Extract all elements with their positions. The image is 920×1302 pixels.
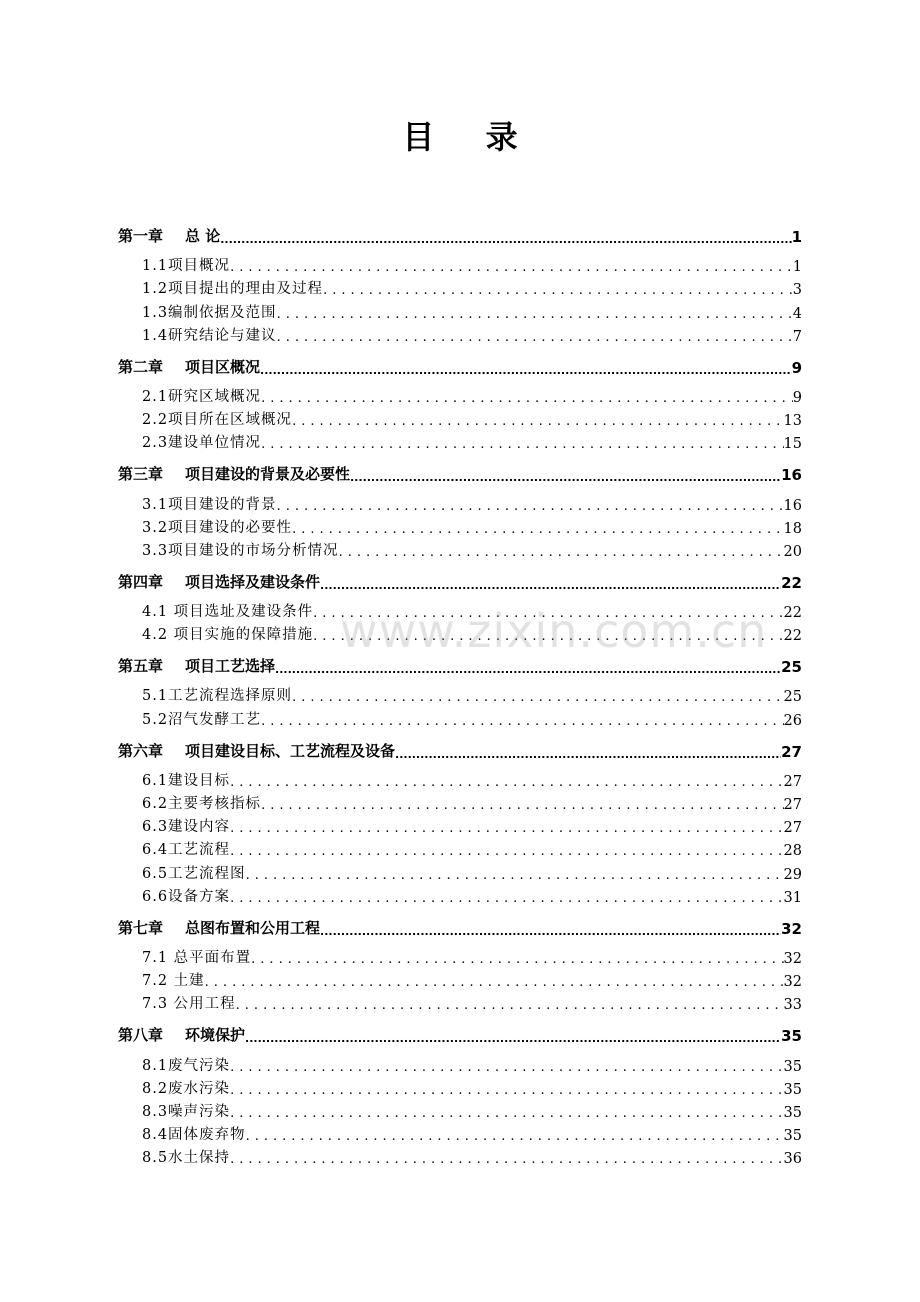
section-page-number: 35 xyxy=(783,1104,802,1121)
section-page-number: 32 xyxy=(783,974,802,991)
dot-leader xyxy=(245,1032,781,1045)
section-title: 4.1 项目选址及建设条件 xyxy=(142,604,314,621)
section-page-number: 27 xyxy=(783,797,802,813)
dot-leader xyxy=(230,260,793,275)
toc-section-entry[interactable] xyxy=(118,1075,802,1098)
chapter-heading xyxy=(118,356,260,377)
toc-chapter-entry[interactable] xyxy=(118,564,802,592)
toc-section-entry[interactable] xyxy=(118,598,802,621)
dot-leader xyxy=(339,545,784,560)
chapter-number: 第五章 xyxy=(118,657,164,676)
dot-leader xyxy=(230,1152,783,1167)
dot-leader xyxy=(313,606,783,621)
section-title: 4.2 项目实施的保障措施 xyxy=(142,627,314,644)
toc-section-entry[interactable] xyxy=(118,621,802,644)
chapter-title: 项目建设的背景及必要性 xyxy=(185,465,351,484)
section-title: 2.1研究区域概况 xyxy=(142,388,262,405)
toc-chapter-entry[interactable] xyxy=(118,1017,802,1045)
chapter-heading xyxy=(118,463,350,484)
section-page-number: 35 xyxy=(783,1058,802,1075)
section-page-number: 15 xyxy=(783,436,802,453)
chapter-heading xyxy=(118,225,220,246)
dot-leader xyxy=(292,522,783,537)
section-page-number: 29 xyxy=(783,866,802,883)
dot-leader xyxy=(251,952,783,967)
chapter-page-number: 9 xyxy=(791,358,802,377)
section-title: 2.3建设单位情况 xyxy=(142,435,262,452)
section-title: 8.1废气污染 xyxy=(142,1057,231,1074)
section-page-number: 33 xyxy=(783,997,802,1014)
toc-chapter-entry[interactable] xyxy=(118,349,802,377)
section-page-number: 25 xyxy=(783,689,802,706)
chapter-number: 第六章 xyxy=(118,741,164,760)
section-page-number: 16 xyxy=(783,497,802,514)
section-page-number: 18 xyxy=(783,520,802,537)
chapter-number: 第四章 xyxy=(118,572,164,591)
dot-leader xyxy=(320,579,781,592)
dot-leader xyxy=(260,364,792,377)
chapter-heading xyxy=(118,571,320,592)
section-page-number: 4 xyxy=(792,305,802,322)
section-title: 8.3噪声污染 xyxy=(142,1103,231,1120)
chapter-page-number: 35 xyxy=(781,1027,802,1046)
section-title: 1.2项目提出的理由及过程 xyxy=(142,281,324,298)
dot-leader xyxy=(323,283,793,298)
dot-leader xyxy=(230,844,783,859)
section-page-number: 7 xyxy=(792,328,802,345)
section-page-number: 1 xyxy=(792,259,802,276)
section-title: 1.4研究结论与建议 xyxy=(142,327,277,344)
section-title: 3.3项目建设的市场分析情况 xyxy=(142,542,339,559)
chapter-heading xyxy=(118,1024,245,1045)
toc-section-entry[interactable] xyxy=(118,298,802,321)
chapter-title: 项目工艺选择 xyxy=(185,657,276,676)
toc-section-entry[interactable] xyxy=(118,1144,802,1167)
chapter-title: 项目区概况 xyxy=(185,357,261,376)
toc-section-entry[interactable] xyxy=(118,406,802,429)
watermark: www.zixin.com.cn xyxy=(340,604,768,658)
dot-leader xyxy=(261,714,783,729)
section-page-number: 28 xyxy=(783,843,802,860)
toc-chapter-entry[interactable] xyxy=(118,218,802,246)
toc-section-entry[interactable] xyxy=(118,705,802,728)
chapter-number: 第二章 xyxy=(118,357,164,376)
toc-section-entry[interactable] xyxy=(118,1051,802,1074)
section-title: 7.2 土建 xyxy=(142,973,205,990)
chapter-heading xyxy=(118,917,320,938)
section-title: 6.5工艺流程图 xyxy=(142,865,246,882)
toc-section-entry[interactable] xyxy=(118,944,802,967)
toc-section-entry[interactable] xyxy=(118,537,802,560)
section-title: 8.2废水污染 xyxy=(142,1080,231,1097)
section-title: 7.3 公用工程 xyxy=(142,996,236,1013)
toc-section-entry[interactable] xyxy=(118,990,802,1013)
dot-leader xyxy=(230,1106,783,1121)
dot-leader xyxy=(277,307,793,322)
dot-leader xyxy=(261,391,793,406)
section-page-number: 22 xyxy=(783,605,802,622)
section-page-number: 35 xyxy=(783,1081,802,1098)
toc-section-entry[interactable] xyxy=(118,682,802,705)
section-title: 6.6设备方案 xyxy=(142,888,231,905)
toc-section-entry[interactable] xyxy=(118,1121,802,1144)
section-page-number: 26 xyxy=(783,712,802,729)
chapter-title: 项目选择及建设条件 xyxy=(185,572,321,591)
chapter-number: 第一章 xyxy=(118,227,164,245)
toc-section-entry[interactable] xyxy=(118,490,802,513)
section-title: 5.2沼气发酵工艺 xyxy=(142,711,262,728)
toc-section-entry[interactable] xyxy=(118,836,802,859)
toc-section-entry[interactable] xyxy=(118,813,802,836)
section-page-number: 9 xyxy=(792,389,802,406)
chapter-title: 总图布置和公用工程 xyxy=(185,918,321,937)
toc-chapter-entry[interactable] xyxy=(118,910,802,938)
dot-leader xyxy=(320,925,781,938)
chapter-number: 第八章 xyxy=(118,1026,164,1045)
dot-leader xyxy=(246,868,784,883)
chapter-title: 项目建设目标、工艺流程及设备 xyxy=(185,741,396,760)
chapter-title: 总 论 xyxy=(185,227,221,245)
page-title: 目 录 xyxy=(402,118,538,156)
toc-section-entry[interactable] xyxy=(118,790,802,813)
dot-leader xyxy=(350,471,781,484)
chapter-page-number: 16 xyxy=(781,466,802,485)
section-title: 1.1项目概况 xyxy=(142,258,231,275)
chapter-page-number: 1 xyxy=(791,228,802,246)
dot-leader xyxy=(261,798,783,813)
section-title: 1.3编制依据及范围 xyxy=(142,304,277,321)
toc-chapter-entry[interactable] xyxy=(118,648,802,676)
dot-leader xyxy=(230,821,783,836)
section-page-number: 27 xyxy=(783,773,802,790)
chapter-heading xyxy=(118,655,275,676)
section-page-number: 20 xyxy=(783,543,802,560)
dot-leader xyxy=(275,663,781,676)
dot-leader xyxy=(230,1060,783,1075)
toc-section-entry[interactable] xyxy=(118,1098,802,1121)
section-title: 6.4工艺流程 xyxy=(142,842,231,859)
section-title: 3.2项目建设的必要性 xyxy=(142,519,293,536)
chapter-number: 第三章 xyxy=(118,465,164,484)
section-page-number: 3 xyxy=(792,282,802,299)
chapter-page-number: 32 xyxy=(781,919,802,938)
section-title: 6.1建设目标 xyxy=(142,772,231,789)
chapter-heading xyxy=(118,740,395,761)
chapter-title: 环境保护 xyxy=(185,1026,246,1045)
section-title: 8.4固体废弃物 xyxy=(142,1127,246,1144)
section-title: 8.5水土保持 xyxy=(142,1150,231,1167)
dot-leader xyxy=(230,1083,783,1098)
section-title: 3.1项目建设的背景 xyxy=(142,496,277,513)
chapter-page-number: 25 xyxy=(781,658,802,677)
toc-chapter-entry[interactable] xyxy=(118,456,802,484)
chapter-page-number: 22 xyxy=(781,573,802,592)
dot-leader xyxy=(220,233,791,246)
toc-section-entry[interactable] xyxy=(118,275,802,298)
chapter-number: 第七章 xyxy=(118,918,164,937)
toc-section-entry[interactable] xyxy=(118,767,802,790)
section-page-number: 36 xyxy=(783,1151,802,1168)
dot-leader xyxy=(205,975,784,990)
dot-leader xyxy=(313,629,783,644)
section-title: 7.1 总平面布置 xyxy=(142,949,252,966)
toc-section-entry[interactable] xyxy=(118,514,802,537)
chapter-page-number: 27 xyxy=(781,742,802,761)
toc-chapter-entry[interactable] xyxy=(118,733,802,761)
section-page-number: 32 xyxy=(783,950,802,967)
dot-leader xyxy=(230,775,783,790)
dot-leader xyxy=(277,330,793,345)
section-title: 5.1工艺流程选择原则 xyxy=(142,688,293,705)
toc-section-entry[interactable] xyxy=(118,967,802,990)
dot-leader xyxy=(292,414,783,429)
dot-leader xyxy=(395,748,781,761)
dot-leader xyxy=(230,891,783,906)
section-page-number: 31 xyxy=(783,889,802,906)
toc-section-entry[interactable] xyxy=(118,383,802,406)
toc-section-entry[interactable] xyxy=(118,322,802,345)
section-page-number: 22 xyxy=(783,628,802,645)
toc-section-entry[interactable] xyxy=(118,429,802,452)
section-title: 2.2项目所在区域概况 xyxy=(142,412,293,429)
table-of-contents xyxy=(118,214,802,1167)
dot-leader xyxy=(246,1129,784,1144)
section-page-number: 35 xyxy=(783,1128,802,1145)
dot-leader xyxy=(236,998,784,1013)
toc-section-entry[interactable] xyxy=(118,859,802,882)
section-title: 6.3建设内容 xyxy=(142,819,231,836)
toc-section-entry[interactable] xyxy=(118,252,802,275)
section-title: 6.2主要考核指标 xyxy=(142,796,262,812)
dot-leader xyxy=(277,499,784,514)
section-page-number: 27 xyxy=(783,820,802,837)
toc-section-entry[interactable] xyxy=(118,883,802,906)
dot-leader xyxy=(261,437,783,452)
section-page-number: 13 xyxy=(783,413,802,430)
dot-leader xyxy=(292,690,783,705)
